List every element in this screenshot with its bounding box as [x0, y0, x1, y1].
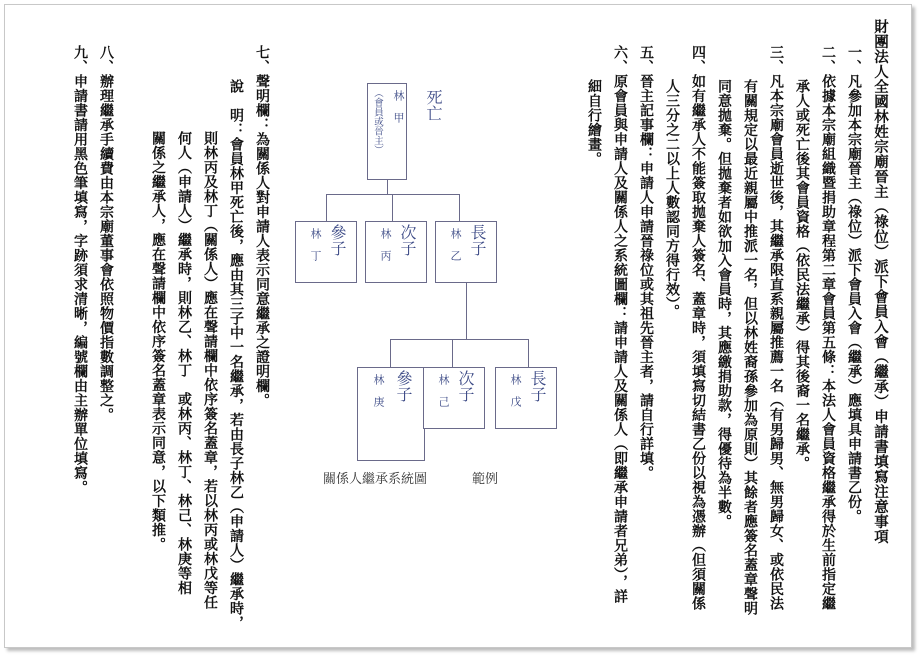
level3-box-2	[423, 367, 485, 429]
item-8: 八、辦理繼承手續費由本宗廟董事會依照物價指數調整之。	[98, 45, 114, 422]
level2-name-2: 林 丙	[379, 228, 392, 261]
item-2-line-1: 二、依據本宗廟組織暨捐助章程第二章會員第五條：本法人會員資格繼承得於生前指定繼	[820, 45, 836, 611]
root-name: 林 甲	[392, 90, 405, 123]
level2-rank-1: 長子	[468, 224, 487, 256]
root-status: 死亡	[424, 89, 443, 121]
root-note: （會員或晉主）	[372, 88, 383, 155]
level3-rank-2: 次子	[456, 370, 475, 402]
level2-name-1: 林 乙	[449, 228, 462, 261]
connector	[452, 339, 453, 367]
level3-box-3	[357, 367, 425, 461]
connector	[466, 283, 467, 339]
level3-rank-3: 參子	[394, 370, 413, 402]
level2-box-3	[295, 221, 357, 283]
item-2-line-2: 承人或死亡後其會員資格（依民法繼承）得其後裔一名繼承。	[794, 79, 810, 471]
connector	[390, 339, 528, 340]
level2-name-3: 林 丁	[309, 228, 322, 261]
level2-box-1	[435, 221, 497, 283]
diagram-caption-example: 範例	[472, 472, 499, 487]
item-5: 五、晉主記事欄：申請人申請晉祿位或其祖先晉主者，請自行詳填。	[638, 45, 654, 480]
connector	[459, 194, 460, 221]
connector	[326, 194, 327, 221]
item-6-line-2: 細自行繪畫。	[586, 79, 602, 166]
connector	[392, 194, 393, 221]
level3-box-1	[495, 367, 557, 429]
root-box	[367, 83, 407, 180]
level3-name-2: 林 己	[437, 374, 450, 407]
diagram-caption: 關係人繼承系統圖	[323, 472, 428, 487]
item-7-explain-4: 關係之繼承人，應在聲請欄中依序簽名蓋章表示同意，以下類推。	[150, 131, 166, 552]
item-7-explain-1: 說 明：會員林甲死亡後，應由其三子中一名繼承，若由長子林乙（申請人）繼承時，	[228, 79, 244, 630]
item-3-line-2: 有關規定以最近親屬中推派一名，但以林姓裔孫參加為原則）其餘者應簽名蓋章聲明	[742, 79, 758, 616]
level3-rank-1: 長子	[528, 370, 547, 402]
item-1: 一、凡參加本宗廟晉主（祿位）派下會員入會（繼承）應填具申請書乙份。	[846, 45, 862, 524]
item-6-line-1: 六、原會員與申請人及關係人之系統圖欄：請申請人及關係人（即繼承申請者兄弟），詳	[612, 45, 628, 604]
level3-name-1: 林 戊	[509, 374, 522, 407]
item-7: 七、聲明欄：為關係人對申請人表示同意繼承之證明欄。	[254, 45, 270, 408]
level2-rank-2: 次子	[398, 224, 417, 256]
item-4-line-2: 人三分之二以上人數認同方得行效）。	[664, 79, 680, 319]
item-4-line-1: 四、如有繼承人不能簽取拋棄人簽名、蓋章時，須填寫切結書乙份以視為憑辦（但須關係	[690, 45, 706, 611]
item-7-explain-3: 何人（申請人）繼承時，則林乙、林丁 或林丙、林丁、林己、林庚等相	[176, 131, 192, 595]
document-title: 財團法人全國林姓宗廟晉主（祿位）派下會員入會（繼承）申請書填寫注意事項	[872, 19, 889, 544]
connector	[387, 180, 388, 194]
level2-box-2	[365, 221, 427, 283]
level2-rank-3: 參子	[328, 224, 347, 256]
item-3-line-3: 同意拋棄。但拋棄者如欲加入會員時，其應繳捐助款，得優待為半數。	[716, 79, 732, 529]
item-9: 九、申請書請用黑色筆填寫，字跡須求清晰，編號欄由主辦單位填寫。	[72, 45, 88, 495]
connector	[390, 339, 391, 367]
item-3-line-1: 三、凡本宗廟會員逝世後，其繼承限直系親屬推薦一名（有男歸男、無男歸女、或依民法	[768, 45, 784, 611]
level3-name-3: 林 庚	[372, 374, 385, 407]
item-7-explain-2: 則林丙及林丁（關係人）應在聲請欄中依序簽名蓋章，若以林丙或林戊等任	[202, 131, 218, 610]
document-page	[4, 4, 912, 648]
connector	[528, 339, 529, 367]
